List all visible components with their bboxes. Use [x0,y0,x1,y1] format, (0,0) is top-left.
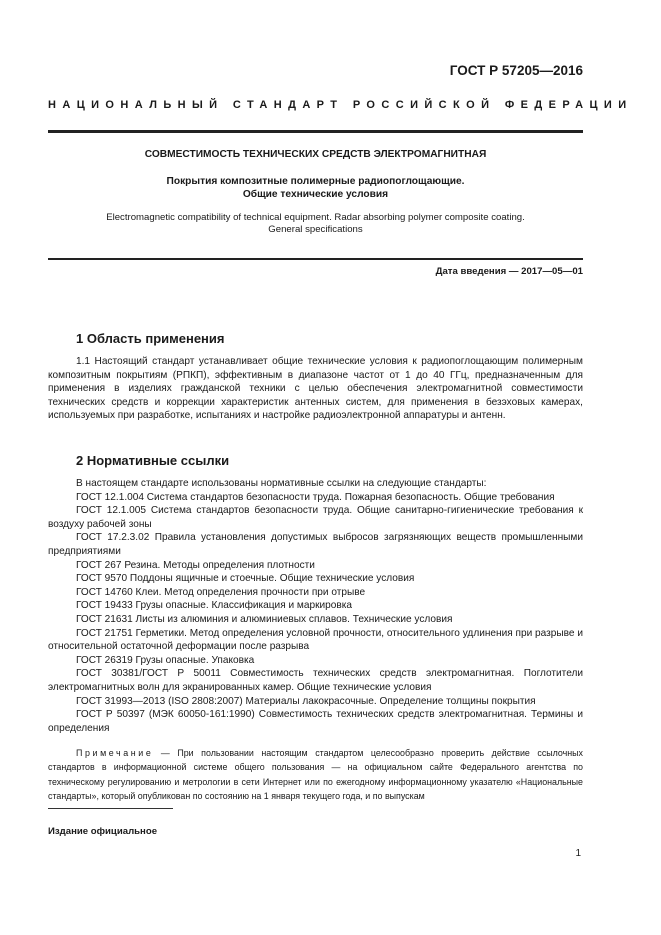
english-title-line-1: Electromagnetic compatibility of technical equipment. Radar absorbing polymer composite coating. [106,212,525,223]
note-label: Примечание [76,748,154,758]
english-title [48,212,583,236]
reference-item: ГОСТ 14760 Клеи. Метод определения прочности при отрыве [76,586,366,598]
title-divider [48,258,583,260]
note-block [48,746,583,804]
section-2-intro: В настоящем стандарте использованы нормативные ссылки на следующие стандарты: [76,478,487,489]
note-text: — При пользовании настоящим стандартом целесообразно проверить действие ссылочных стандартов в информационной системе общего пользования — на официальном сайте Федерального агентства по техническому регулированию и метрологии в сети Интернет или по ежегодному информационному указателю «Национальные стандарты», который опубликован по состоянию на 1 января текущего года, и по выпускам [48,748,583,802]
english-title-line-2: General specifications [268,224,363,235]
footer-divider [48,808,173,809]
section-1-heading: 1 Область применения [76,331,225,346]
reference-item: ГОСТ 19433 Грузы опасные. Классификация и маркировка [76,600,352,612]
header-divider [48,130,583,133]
reference-item: ГОСТ 267 Резина. Методы определения плотности [76,559,315,571]
section-2-body [48,477,583,735]
reference-item: ГОСТ 17.2.3.02 Правила установления допустимых выбросов загрязняющих веществ промышленными предприятиями [48,532,583,557]
reference-item: ГОСТ 21631 Листы из алюминия и алюминиевых сплавов. Технические условия [76,613,453,625]
reference-item: ГОСТ 12.1.005 Система стандартов безопасности труда. Общие санитарно-гигиенические требования к воздуху рабочей зоны [48,505,583,530]
reference-item: ГОСТ 12.1.004 Система стандартов безопасности труда. Пожарная безопасность. Общие требования [76,491,555,503]
page-number: 1 [575,848,581,859]
standard-code: ГОСТ Р 57205—2016 [449,63,583,78]
document-title: СОВМЕСТИМОСТЬ ТЕХНИЧЕСКИХ СРЕДСТВ ЭЛЕКТРОМАГНИТНАЯ [144,149,487,160]
reference-item: ГОСТ 21751 Герметики. Метод определения условной прочности, относительного удлинения при разрыве и относительной остаточной деформации после разрыва [48,627,583,653]
edition-label: Издание официальное [48,826,158,837]
subtitle-line-1: Покрытия композитные полимерные радиопоглощающие. [166,176,465,187]
document-subtitle [48,175,583,201]
subtitle-line-2: Общие технические условия [242,189,389,200]
section-1-paragraph: 1.1 Настоящий стандарт устанавливает общие технические условия к радиопоглощающим полимерным композитным покрытиям (РПКП), эффективным в диапазоне частот от 1 до 40 ГГц, предназначенным для применения в изделиях гражданской техники с целью обеспечения электромагнитной совместимости технических средств и коррекции характеристик антенных систем, для применения в безэховых камерах, используемых при разработке, испытаниях и настройке радиоэлектронной аппаратуры и антенн. [48,356,583,422]
reference-item: ГОСТ 26319 Грузы опасные. Упаковка [76,654,255,666]
introduction-date: Дата введения — 2017—05—01 [435,266,583,277]
reference-item: ГОСТ Р 50397 (МЭК 60050-161:1990) Совместимость технических средств электромагнитная. Термины и определения [48,709,583,734]
section-1-body [48,355,583,423]
national-standard-title: НАЦИОНАЛЬНЫЙ СТАНДАРТ РОССИЙСКОЙ ФЕДЕРАЦИИ [48,99,633,111]
reference-item: ГОСТ 9570 Поддоны ящичные и стоечные. Общие технические условия [76,573,415,585]
reference-item: ГОСТ 30381/ГОСТ Р 50011 Совместимость технических средств электромагнитная. Поглотители электромагнитных волн для экранированных камер. Общие технические условия [48,668,583,693]
reference-item: ГОСТ 31993—2013 (ISO 2808:2007) Материалы лакокрасочные. Определение толщины покрытия [76,695,536,707]
section-2-heading: 2 Нормативные ссылки [76,453,230,468]
